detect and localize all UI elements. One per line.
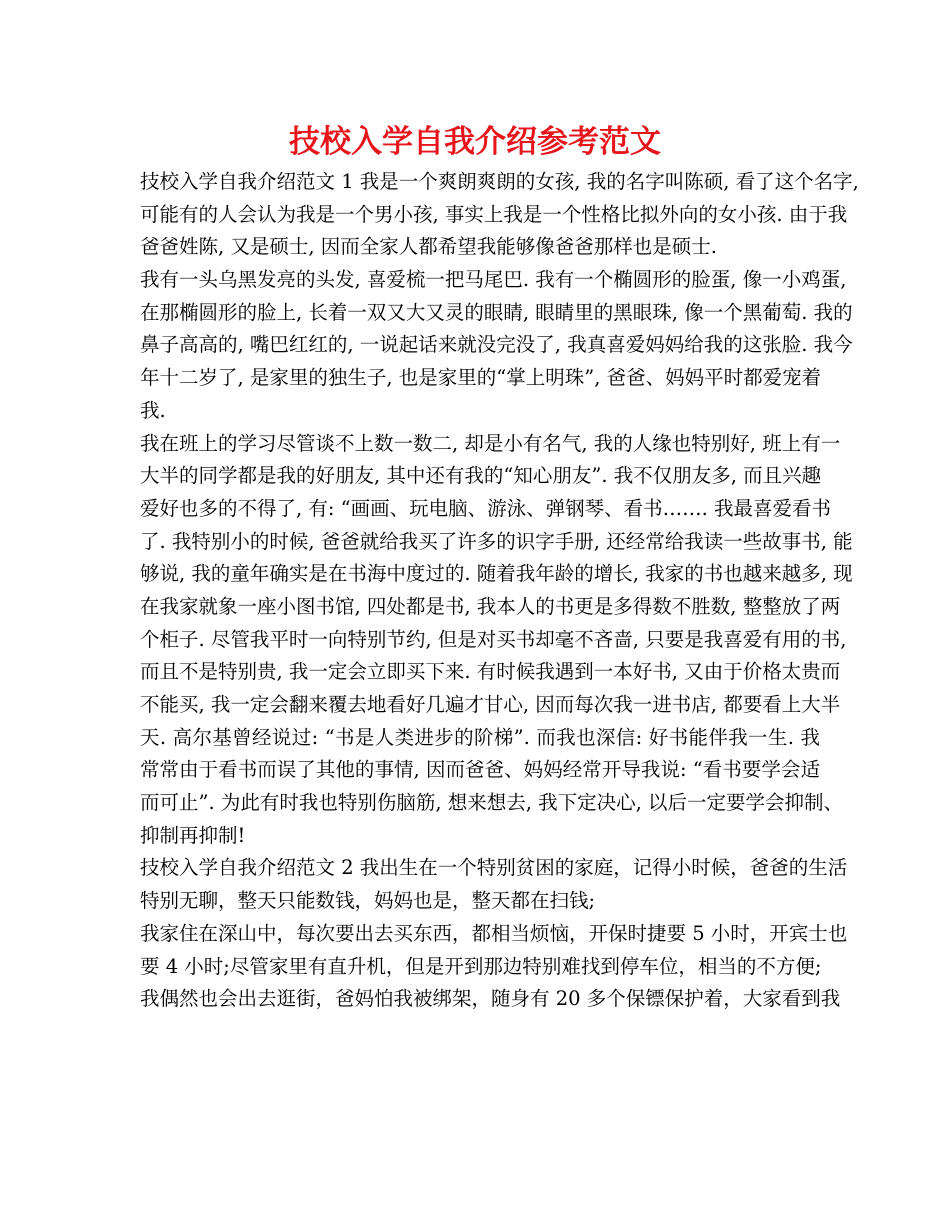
text-line: 特别无聊，整天只能数钱，妈妈也是，整天都在扫钱; (140, 889, 596, 913)
text-line: 我有一头乌黑发亮的头发, 喜爱梳一把马尾巴. 我有一个椭圆形的脸蛋, 像一小鸡蛋, (140, 268, 847, 292)
text-line: 而且不是特别贵, 我一定会立即买下来. 有时候我遇到一本好书, 又由于价格太贵而 (140, 660, 841, 684)
text-line: 在我家就象一座小图书馆, 四处都是书, 我本人的书更是多得数不胜数, 整整放了两 (140, 594, 841, 618)
text-line: 了. 我特别小的时候, 爸爸就给我买了许多的识字手册, 还经常给我读一些故事书, 能 (140, 529, 853, 553)
text-line: 个柜子. 尽管我平时一向特别节约, 但是对买书却毫不吝啬, 只要是我喜爱有用的书, (140, 627, 847, 651)
text-line: 鼻子高高的, 嘴巴红红的, 一说起话来就没完没了, 我真喜爱妈妈给我的这张脸. 我今 (140, 333, 853, 357)
document-title: 技校入学自我介绍参考范文 (289, 124, 661, 160)
text-line: 我偶然也会出去逛街，爸妈怕我被绑架，随身有 20 多个保镖保护着，大家看到我 (140, 987, 841, 1011)
text-line: 我家住在深山中，每次要出去买东西，都相当烦恼，开保时捷要 5 小时，开宾士也 (140, 921, 848, 945)
text-line: 要 4 小时;尽管家里有直升机，但是开到那边特别难找到停车位，相当的不方便; (140, 954, 822, 978)
text-line: 不能买, 我一定会翻来覆去地看好几遍才甘心, 因而每次我一进书店, 都要看上大半 (140, 693, 841, 716)
text-line: 爸爸姓陈, 又是硕士, 因而全家人都希望我能够像爸爸那样也是硕士. (140, 235, 717, 259)
text-line: 够说, 我的童年确实是在书海中度过的. 随着我年龄的增长, 我家的书也越来越多, 现 (140, 562, 853, 586)
text-line: 我. (140, 398, 166, 422)
text-line: 天. 高尔基曾经说过: “书是人类进步的阶梯”. 而我也深信: 好书能伴我一生. 我 (140, 725, 820, 749)
text-line: 抑制再抑制! (140, 823, 246, 847)
text-line: 而可止”. 为此有时我也特别伤脑筋, 想来想去, 我下定决心, 以后一定要学会抑制、 (140, 791, 844, 815)
text-line: 可能有的人会认为我是一个男小孩, 事实上我是一个性格比拟外向的女小孩. 由于我 (140, 202, 848, 226)
text-line: 在那椭圆形的脸上, 长着一双又大又灵的眼睛, 眼睛里的黑眼珠, 像一个黑葡萄. 我的 (140, 300, 853, 324)
text-line: 大半的同学都是我的好朋友, 其中还有我的“知心朋友”. 我不仅朋友多, 而且兴趣 (140, 464, 822, 488)
document-body (140, 166, 859, 1016)
text-line: 技校入学自我介绍范文 2 我出生在一个特别贫困的家庭，记得小时候，爸爸的生活 (140, 856, 848, 880)
text-line: 年十二岁了, 是家里的独生子, 也是家里的“掌上明珠”, 爸爸、妈妈平时都爱宠着 (140, 366, 822, 390)
text-line: 常常由于看书而误了其他的事情, 因而爸爸、妈妈经常开导我说: “看书要学会适 (140, 758, 820, 782)
text-line: 我在班上的学习尽管谈不上数一数二, 却是小有名气, 我的人缘也特别好, 班上有一 (140, 431, 841, 455)
text-line: 技校入学自我介绍范文 1 我是一个爽朗爽朗的女孩, 我的名字叫陈硕, 看了这个名字, (140, 170, 859, 193)
text-line: 爱好也多的不得了, 有: “画画、玩电脑、游泳、弹钢琴、看书……. 我最喜爱看书 (140, 496, 832, 520)
